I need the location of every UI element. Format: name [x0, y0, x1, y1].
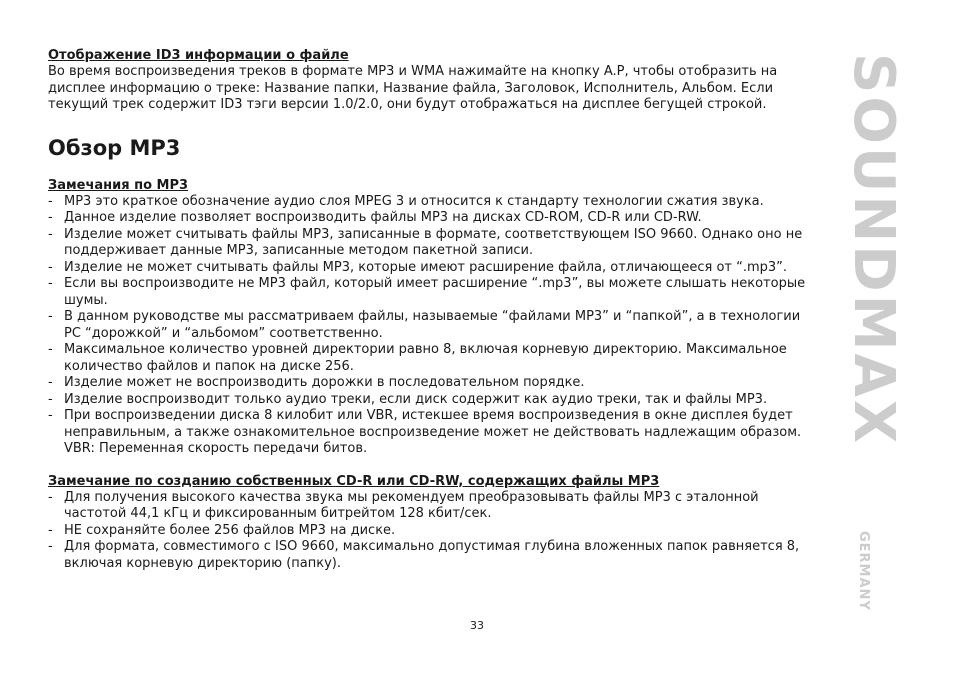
cd-creation-list	[48, 490, 818, 573]
list-item: - Для получения высокого качества звука мы рекомендуем преобразовывать файлы MP3 с эталонной частотой 44,1 кГц и фиксированным битрейтом 128 кбит/сек.	[48, 490, 818, 523]
list-item: - Изделие может считывать файлы MP3, записанные в формате, соответствующем ISO 9660. Однако оно не поддерживает данные MP3, записанные методом пакетной записи.	[48, 227, 818, 260]
list-item: - НЕ сохраняйте более 256 файлов MP3 на диске.	[48, 523, 818, 540]
list-item: - Изделие не может считывать файлы MP3, которые имеют расширение файла, отличающееся от “.mp3”.	[48, 260, 818, 277]
list-item: - Если вы воспроизводите не MP3 файл, который имеет расширение “.mp3”, вы можете слышать некоторые шумы.	[48, 276, 818, 309]
list-item: - При воспроизведении диска 8 килобит или VBR, истекшее время воспроизведения в окне дисплея будет неправильным, а также ознакомительное воспроизведение может не действовать надлежащим образом. VBR: Переменная скорость передачи битов.	[48, 408, 818, 458]
list-item: - Изделие воспроизводит только аудио треки, если диск содержит как аудио треки, так и файлы MP3.	[48, 392, 818, 409]
list-item: - Данное изделие позволяет воспроизводить файлы MP3 на дисках CD-ROM, CD-R или CD-RW.	[48, 210, 818, 227]
list-item: - В данном руководстве мы рассматриваем файлы, называемые “файлами MP3” и “папкой”, а в технологии PC “дорожкой” и “альбомом” соответственно.	[48, 309, 818, 342]
list-item: - Изделие может не воспроизводить дорожки в последовательном порядке.	[48, 375, 818, 392]
brand-country: GERMANY	[856, 531, 871, 611]
list-item: - MP3 это краткое обозначение аудио слоя MPEG 3 и относится к стандарту технологии сжатия звука.	[48, 194, 818, 211]
brand-name: SOUNDMAX	[841, 53, 906, 447]
id3-section-heading: Отображение ID3 информации о файле	[48, 48, 349, 63]
mp3-notes-list	[48, 194, 818, 458]
id3-section-paragraph: Во время воспроизведения треков в формате MP3 и WMA нажимайте на кнопку A.P, чтобы отобразить на дисплее информацию о треке: Название папки, Название файла, Заголовок, Исполнитель, Альбом. Если текущий трек содержит ID3 тэги версии 1.0/2.0, они будут отображаться на дисплее бегущей строкой.	[48, 64, 778, 112]
section-spacer	[48, 458, 818, 474]
cd-creation-heading: Замечание по созданию собственных CD-R или CD-RW, содержащих файлы MP3	[48, 473, 660, 489]
page-number: 33	[470, 619, 484, 632]
brand-logo	[841, 53, 906, 611]
page-content	[48, 48, 818, 572]
list-item: - Для формата, совместимого с ISO 9660, максимально допустимая глубина вложенных папок равняется 8, включая корневую директорию (папку).	[48, 539, 818, 572]
mp3-notes-heading: Замечания по MP3	[48, 177, 189, 193]
list-item: - Максимальное количество уровней директории равно 8, включая корневую директорию. Максимальное количество файлов и папок на диске 256.	[48, 342, 818, 375]
page-title: Обзор MP3	[48, 135, 181, 160]
